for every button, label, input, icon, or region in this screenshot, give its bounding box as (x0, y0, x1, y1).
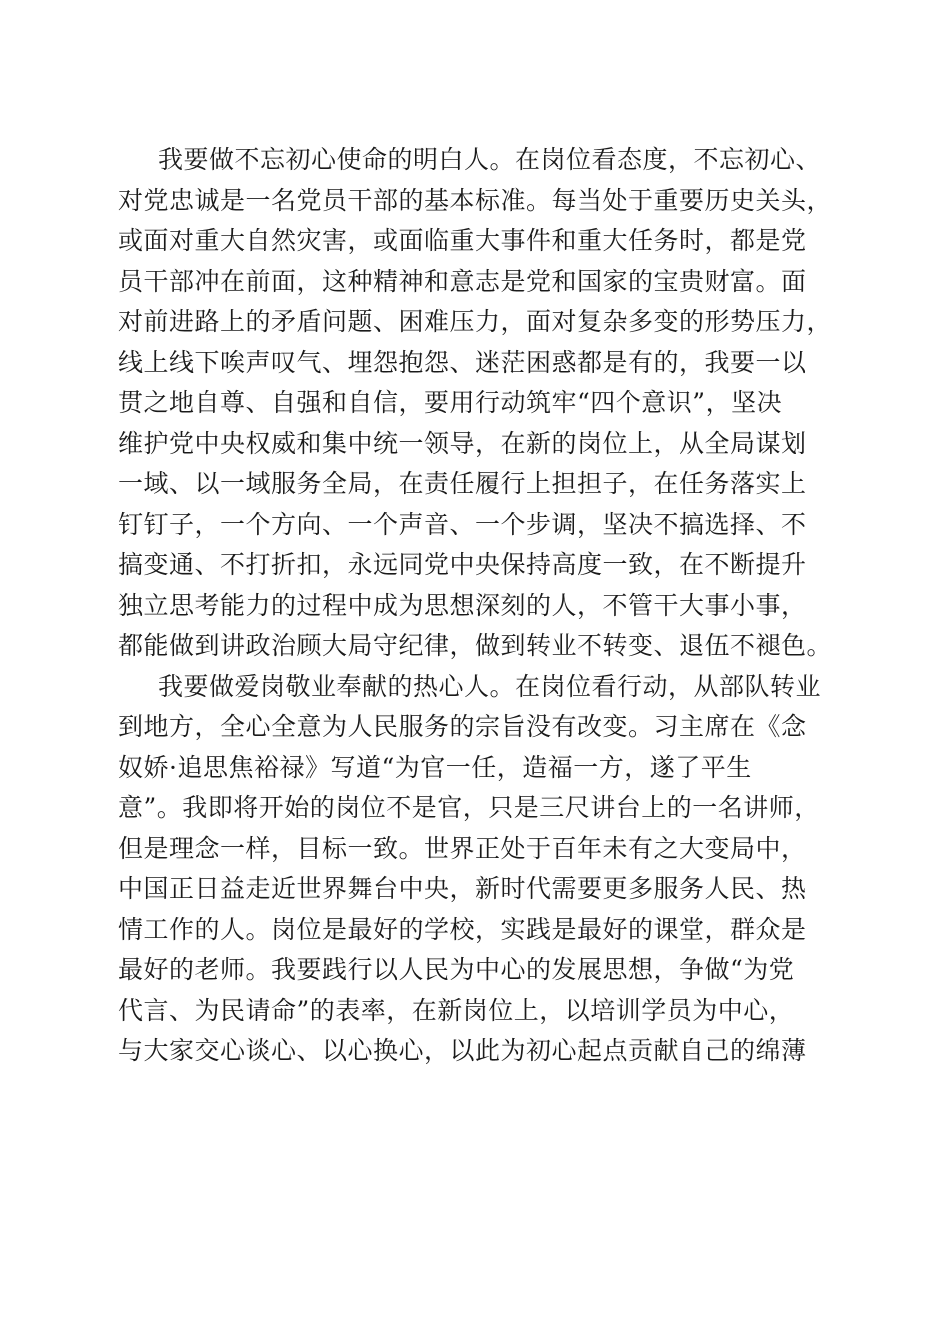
paragraph-1 (118, 140, 838, 667)
paragraph-line: 对党忠诚是一名党员干部的基本标准。每当处于重要历史关头， (118, 185, 833, 215)
paragraph-line: 独立思考能力的过程中成为思想深刻的人，不管干大事小事， (118, 590, 807, 620)
paragraph-line: 对前进路上的矛盾问题、困难压力，面对复杂多变的形势压力， (118, 307, 833, 336)
paragraph-line: 奴娇·追思焦裕禄》写道“为官一任，造福一方，遂了平生 (118, 752, 752, 782)
paragraph-line: 维护党中央权威和集中统一领导，在新的岗位上，从全局谋划 (118, 428, 807, 458)
paragraph-line: 但是理念一样，目标一致。世界正处于百年未有之大变局中， (118, 833, 807, 863)
paragraph-line: 我要做爱岗敬业奉献的热心人。在岗位看行动，从部队转业 (158, 671, 822, 701)
paragraph-line: 一域、以一域服务全局，在责任履行上担担子，在任务落实上 (118, 469, 807, 498)
paragraph-line: 最好的老师。我要践行以人民为中心的发展思想，争做“为党 (118, 955, 795, 984)
paragraph-line: 线上线下唉声叹气、埋怨抱怨、迷茫困惑都是有的，我要一以 (118, 347, 807, 377)
paragraph-line: 我要做不忘初心使命的明白人。在岗位看态度，不忘初心、 (158, 145, 822, 174)
paragraph-line: 情工作的人。岗位是最好的学校，实践是最好的课堂，群众是 (118, 914, 807, 944)
paragraph-line: 贯之地自尊、自强和自信，要用行动筑牢“四个意识”，坚决 (118, 388, 783, 417)
paragraph-line: 或面对重大自然灾害，或面临重大事件和重大任务时，都是党 (118, 226, 807, 255)
paragraph-line: 代言、为民请命”的表率，在新岗位上，以培训学员为中心， (118, 995, 795, 1025)
paragraph-line: 钉钉子，一个方向、一个声音、一个步调，坚决不搞选择、不 (118, 509, 807, 539)
paragraph-line: 都能做到讲政治顾大局守纪律，做到转业不转变、退伍不褪色。 (118, 631, 833, 660)
paragraph-line: 搞变通、不打折扣，永远同党中央保持高度一致，在不断提升 (118, 550, 807, 579)
body-text (118, 140, 838, 1072)
paragraph-line: 员干部冲在前面，这种精神和意志是党和国家的宝贵财富。面 (118, 266, 807, 296)
paragraph-line: 与大家交心谈心、以心换心，以此为初心起点贡献自己的绵薄 (118, 1036, 807, 1065)
paragraph-2 (118, 667, 838, 1072)
paragraph-line: 中国正日益走近世界舞台中央，新时代需要更多服务人民、热 (118, 874, 807, 903)
paragraph-line: 到地方，全心全意为人民服务的宗旨没有改变。习主席在《念 (118, 712, 807, 741)
paragraph-line: 意”。我即将开始的岗位不是官，只是三尺讲台上的一名讲师， (118, 793, 820, 822)
